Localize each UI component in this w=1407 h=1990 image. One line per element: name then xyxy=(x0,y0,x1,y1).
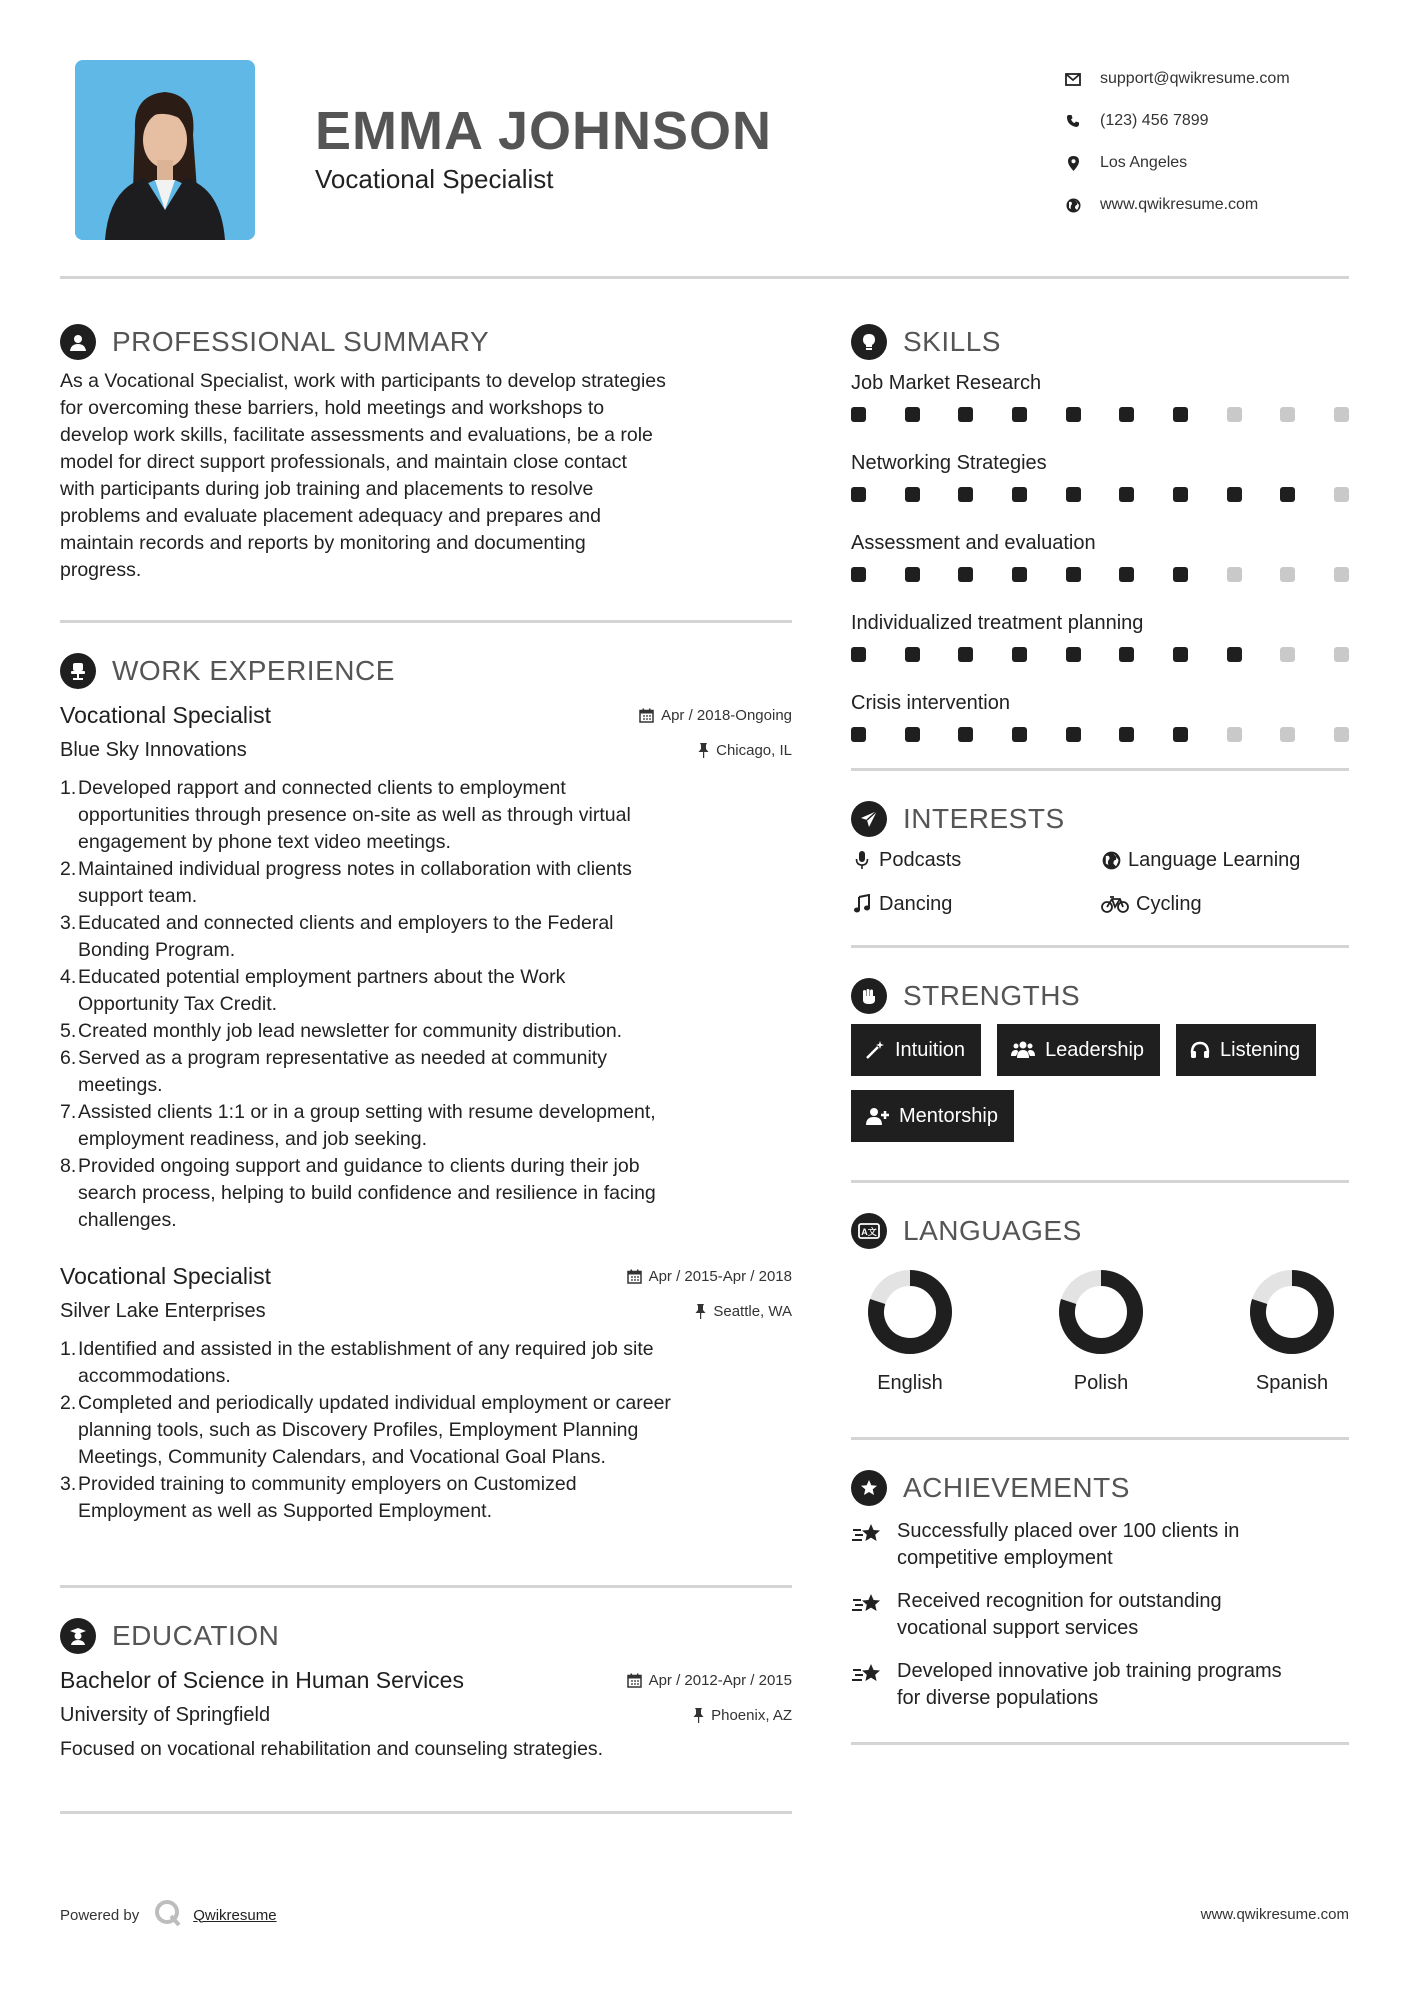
contact-email[interactable]: support@qwikresume.com xyxy=(1062,58,1362,100)
section-divider xyxy=(60,1585,792,1588)
skill-dot xyxy=(1280,407,1295,422)
calendar-icon xyxy=(627,1673,642,1688)
svg-text:A文: A文 xyxy=(861,1227,877,1237)
section-title: PROFESSIONAL SUMMARY xyxy=(112,326,490,357)
list-item: 4. Educated potential employment partners about the Work Opportunity Tax Credit. xyxy=(60,966,566,1015)
graduate-icon xyxy=(60,1618,96,1654)
skill-item xyxy=(851,448,1349,520)
languages-section xyxy=(851,1211,1349,1395)
list-item: 2. Maintained individual progress notes in collaboration with clients support team. xyxy=(60,858,632,907)
skill-dot xyxy=(1119,567,1134,582)
section-title: LANGUAGES xyxy=(903,1215,1082,1246)
strengths-section xyxy=(851,976,1349,1142)
education-date: Apr / 2012-Apr / 2015 xyxy=(627,1672,792,1689)
skill-dot xyxy=(1012,647,1027,662)
office-chair-icon xyxy=(60,653,96,689)
company-name: Blue Sky Innovations xyxy=(60,738,247,761)
list-item: 2. Completed and periodically updated individual employment or career planning tools, such as Discovery Profiles, Employment Planning Meetings, Community Calendars, and Vocational Goal Plans. xyxy=(60,1392,671,1468)
skill-item xyxy=(851,688,1349,760)
skill-dot xyxy=(1066,407,1081,422)
skill-rating xyxy=(851,558,1349,600)
language-level-ring xyxy=(1058,1269,1144,1355)
profile-photo xyxy=(75,60,255,240)
list-item: 7. Assisted clients 1:1 or in a group setting with resume development, employment readiness, and job seeking. xyxy=(60,1101,656,1150)
contact-location: Los Angeles xyxy=(1062,142,1362,184)
skill-dot xyxy=(1173,407,1188,422)
skill-dot xyxy=(1012,407,1027,422)
duty-list xyxy=(60,775,792,1234)
job-date: Apr / 2018-Ongoing xyxy=(639,707,792,724)
skill-rating xyxy=(851,638,1349,680)
strength-tag: Listening xyxy=(1176,1024,1316,1076)
job-location: Chicago, IL xyxy=(698,742,792,759)
skill-dot xyxy=(1334,567,1349,582)
achievement-item: Successfully placed over 100 clients in competitive employment xyxy=(851,1518,1349,1572)
skill-dot xyxy=(958,567,973,582)
shooting-star-icon xyxy=(851,1588,885,1642)
skill-dot xyxy=(905,647,920,662)
section-divider xyxy=(851,1180,1349,1183)
language-item xyxy=(1056,1269,1146,1395)
globe-icon xyxy=(1062,194,1084,216)
user-plus-icon xyxy=(865,1106,889,1126)
list-item: 3. Educated and connected clients and employers to the Federal Bonding Program. xyxy=(60,912,614,961)
interest-item: Podcasts xyxy=(851,845,1100,875)
list-item: 3. Provided training to community employers on Customized Employment as well as Supported Employment. xyxy=(60,1473,577,1522)
qwikresume-logo-icon xyxy=(153,1898,183,1932)
company-name: Silver Lake Enterprises xyxy=(60,1299,266,1322)
lightbulb-icon xyxy=(851,324,887,360)
skill-rating xyxy=(851,718,1349,760)
skill-dot xyxy=(1227,727,1242,742)
calendar-icon xyxy=(639,708,654,723)
language-icon xyxy=(851,1213,887,1249)
envelope-icon xyxy=(1062,68,1084,90)
list-item: 8. Provided ongoing support and guidance to clients during their job search process, helping to build confidence and resilience in facing challenges. xyxy=(60,1155,656,1231)
skill-dot xyxy=(905,567,920,582)
bicycle-icon xyxy=(1100,895,1130,913)
phone-icon xyxy=(1062,110,1084,132)
skills-list xyxy=(851,368,1349,760)
users-icon xyxy=(1011,1040,1035,1060)
star-badge-icon xyxy=(851,1470,887,1506)
section-divider xyxy=(851,945,1349,948)
summary-text: As a Vocational Specialist, work with participants to develop strategies for overcoming these barriers, hold meetings and workshops to develop work skills, facilitate assessments and evaluations, be a role model for direct support professionals, and maintain close contact with participants during job training and placements to resolve problems and evaluate placement adequacy and prepares and maintain records and reports by monitoring and documenting progress. xyxy=(60,370,666,581)
section-title: WORK EXPERIENCE xyxy=(112,655,395,686)
skill-dot xyxy=(851,727,866,742)
skill-dot xyxy=(1066,647,1081,662)
pushpin-icon xyxy=(695,1304,706,1319)
skill-name: Job Market Research xyxy=(851,372,1042,394)
skill-dot xyxy=(851,487,866,502)
skill-dot xyxy=(1173,487,1188,502)
education-section xyxy=(60,1616,792,1761)
microphone-icon xyxy=(851,850,873,870)
achievement-item: Received recognition for outstanding vocational support services xyxy=(851,1588,1349,1642)
section-title: EDUCATION xyxy=(112,1620,280,1651)
section-title: INTERESTS xyxy=(903,803,1065,834)
achievement-item: Developed innovative job training programs for diverse populations xyxy=(851,1658,1349,1712)
skill-dot xyxy=(1173,647,1188,662)
skill-dot xyxy=(958,487,973,502)
professional-summary-section xyxy=(60,322,792,584)
section-divider xyxy=(851,1437,1349,1440)
music-note-icon xyxy=(851,894,873,914)
skill-name: Crisis intervention xyxy=(851,692,1010,714)
job-location: Seattle, WA xyxy=(695,1303,792,1320)
contact-website[interactable]: www.qwikresume.com xyxy=(1062,184,1362,226)
skill-dot xyxy=(1066,727,1081,742)
education-entry xyxy=(60,1662,792,1761)
skill-dot xyxy=(1280,647,1295,662)
headphones-icon xyxy=(1190,1040,1210,1060)
user-icon xyxy=(60,324,96,360)
paper-plane-icon xyxy=(851,801,887,837)
list-item: 6. Served as a program representative as needed at community meetings. xyxy=(60,1047,607,1096)
skill-dot xyxy=(1280,567,1295,582)
pushpin-icon xyxy=(693,1708,704,1723)
skill-dot xyxy=(1280,487,1295,502)
job-date: Apr / 2015-Apr / 2018 xyxy=(627,1268,792,1285)
strength-tag: Intuition xyxy=(851,1024,981,1076)
skill-dot xyxy=(905,407,920,422)
contact-block xyxy=(1062,58,1362,226)
section-divider xyxy=(851,1742,1349,1745)
section-divider xyxy=(60,1811,792,1814)
school-name: University of Springfield xyxy=(60,1703,271,1726)
skill-dot xyxy=(1227,407,1242,422)
skill-dot xyxy=(1012,727,1027,742)
language-item xyxy=(865,1269,955,1395)
header-divider xyxy=(60,276,1349,279)
skill-dot xyxy=(1119,487,1134,502)
calendar-icon xyxy=(627,1269,642,1284)
fist-icon xyxy=(851,978,887,1014)
skill-dot xyxy=(905,487,920,502)
skill-dot xyxy=(1334,487,1349,502)
skill-dot xyxy=(958,407,973,422)
skill-dot xyxy=(1119,647,1134,662)
job-title: Vocational Specialist xyxy=(60,1262,271,1289)
interest-item: Dancing xyxy=(851,889,1100,919)
list-item: 1. Developed rapport and connected clients to employment opportunities through presence on-site as well as through virtual engagement by phone text video meetings. xyxy=(60,777,631,853)
qwikresume-link[interactable]: Qwikresume xyxy=(193,1906,277,1924)
left-column xyxy=(60,322,792,1814)
interest-item: Cycling xyxy=(1100,889,1349,919)
list-item: 5. Created monthly job lead newsletter for community distribution. xyxy=(60,1020,623,1042)
candidate-name: EMMA JOHNSON xyxy=(315,101,773,161)
section-divider xyxy=(60,620,792,623)
job-entry xyxy=(60,1258,792,1525)
skill-dot xyxy=(1227,647,1242,662)
right-column xyxy=(851,322,1349,1745)
interests-section xyxy=(851,799,1349,919)
magic-wand-icon xyxy=(865,1040,885,1060)
list-item: 1. Identified and assisted in the establishment of any required job site accommodations. xyxy=(60,1338,654,1387)
skill-dot xyxy=(1173,567,1188,582)
candidate-role: Vocational Specialist xyxy=(315,164,554,194)
job-entry xyxy=(60,697,792,1234)
footer-website-link[interactable]: www.qwikresume.com xyxy=(1200,1906,1349,1923)
shooting-star-icon xyxy=(851,1518,885,1572)
language-list xyxy=(851,1269,1349,1395)
skill-dot xyxy=(1280,727,1295,742)
skill-dot xyxy=(958,727,973,742)
skill-item xyxy=(851,528,1349,600)
skill-name: Networking Strategies xyxy=(851,452,1047,474)
job-title: Vocational Specialist xyxy=(60,701,271,728)
interest-item: Language Learning xyxy=(1100,845,1349,875)
skill-dot xyxy=(1012,567,1027,582)
skill-dot xyxy=(1334,727,1349,742)
strength-tags xyxy=(851,1024,1349,1142)
skill-dot xyxy=(1334,647,1349,662)
education-description: Focused on vocational rehabilitation and counseling strategies. xyxy=(60,1738,604,1760)
language-level-ring xyxy=(1249,1269,1335,1355)
skill-dot xyxy=(851,567,866,582)
education-location: Phoenix, AZ xyxy=(693,1707,792,1724)
shooting-star-icon xyxy=(851,1658,885,1712)
skill-dot xyxy=(1066,487,1081,502)
skills-section xyxy=(851,322,1349,760)
footer-powered-by: Powered by Qwikresume xyxy=(60,1898,277,1932)
skill-name: Individualized treatment planning xyxy=(851,612,1144,634)
degree-title: Bachelor of Science in Human Services xyxy=(60,1666,464,1693)
skill-dot xyxy=(1173,727,1188,742)
interests-list xyxy=(851,845,1349,919)
strength-tag: Leadership xyxy=(997,1024,1160,1076)
skill-dot xyxy=(1119,727,1134,742)
skill-item xyxy=(851,608,1349,680)
section-title: ACHIEVEMENTS xyxy=(903,1472,1130,1503)
achievements-section xyxy=(851,1468,1349,1712)
language-name: English xyxy=(877,1372,943,1394)
skill-dot xyxy=(1334,407,1349,422)
contact-phone[interactable]: (123) 456 7899 xyxy=(1062,100,1362,142)
language-name: Spanish xyxy=(1255,1372,1329,1394)
globe-icon xyxy=(1100,851,1122,870)
skill-dot xyxy=(1227,487,1242,502)
pushpin-icon xyxy=(698,743,709,758)
language-name: Polish xyxy=(1073,1372,1129,1394)
skill-dot xyxy=(1119,407,1134,422)
work-experience-section xyxy=(60,651,792,1525)
strength-tag: Mentorship xyxy=(851,1090,1014,1142)
skill-dot xyxy=(1066,567,1081,582)
skill-rating xyxy=(851,398,1349,440)
map-pin-icon xyxy=(1062,152,1084,174)
skill-dot xyxy=(958,647,973,662)
skill-rating xyxy=(851,478,1349,520)
section-divider xyxy=(851,768,1349,771)
skill-dot xyxy=(851,407,866,422)
skill-dot xyxy=(851,647,866,662)
skill-name: Assessment and evaluation xyxy=(851,532,1096,554)
skill-dot xyxy=(1012,487,1027,502)
section-title: STRENGTHS xyxy=(903,980,1081,1011)
language-item xyxy=(1247,1269,1337,1395)
language-level-ring xyxy=(867,1269,953,1355)
duty-list xyxy=(60,1336,792,1525)
skill-dot xyxy=(905,727,920,742)
skill-dot xyxy=(1227,567,1242,582)
section-title: SKILLS xyxy=(903,326,1001,357)
skill-item xyxy=(851,368,1349,440)
